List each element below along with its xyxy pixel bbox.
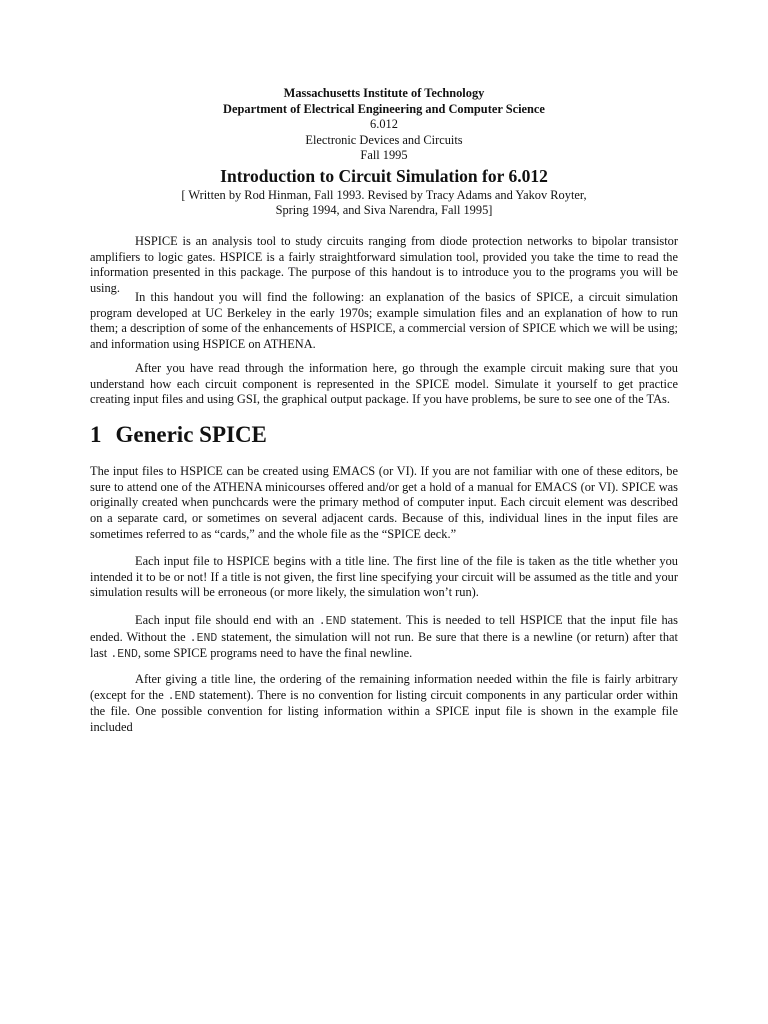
end-statement-code: .END — [318, 615, 347, 628]
end-statement-code: .END — [167, 689, 196, 703]
end-statement-code: .END — [189, 631, 218, 645]
term: Fall 1995 — [360, 148, 408, 162]
p3-text-d: , some SPICE programs need to have the final newline. — [137, 646, 413, 661]
department-name: Department of Electrical Engineering and Computer Science — [223, 101, 545, 116]
course-number: 6.012 — [370, 117, 398, 131]
section-paragraph-1: The input files to HSPICE can be created using EMACS (or VI). If you are not familiar with one of these editors, be sure to attend one of the ATHENA minicourses offered and/or get a hold of a manual for EMACS (or VI). SPICE was originally created when punchcards were the primary method of computer input. Each circuit element was described on a separate card, or sometimes on several adjacent cards. Because of this, individual lines in the input files are sometimes referred to as “cards,” and the whole file as the “SPICE deck.” — [90, 464, 678, 541]
p3-text-a: Each input file should end with an — [135, 613, 319, 627]
intro-paragraph-2: In this handout you will find the following: an explanation of the basics of SPICE, a circuit simulation program developed at UC Berkeley in the early 1970s; example simulation files and an explanation of how to run them; a description of some of the enhancements of HSPICE, a commercial version of SPICE which we will be using; and information using HSPICE on ATHENA. — [90, 290, 678, 352]
p3-text-c: statement, the simulation will not run. Be sure that there is a newline (or return) after that last — [90, 629, 678, 661]
credit-line-2: Spring 1994, and Siva Narendra, Fall 1995] — [275, 203, 493, 217]
section-title: Generic SPICE — [115, 422, 267, 447]
intro-paragraph-3: After you have read through the information here, go through the example circuit making sure that you understand how each circuit component is represented in the SPICE model. Simulate it yourself to get practice creating input files and using GSI, the graphical output package. If you have problems, be sure to see one of the TAs. — [90, 361, 678, 407]
section-paragraph-4 — [90, 672, 678, 736]
section-paragraph-3 — [90, 613, 678, 663]
section-number: 1 — [90, 422, 102, 447]
document-title: Introduction to Circuit Simulation for 6.012 — [220, 165, 548, 186]
p3-text-b: statement. This is needed to tell HSPICE that the input file has ended. Without the — [90, 613, 678, 644]
intro-paragraph-1: HSPICE is an analysis tool to study circuits ranging from diode protection networks to bipolar transistor amplifiers to logic gates. HSPICE is a fairly straightforward simulation tool, provided you take the time to read the information presented in this package. The purpose of this handout is to introduce you to the programs you will be using. — [90, 234, 678, 296]
credit-line-1: [ Written by Rod Hinman, Fall 1993. Revised by Tracy Adams and Yakov Royter, — [181, 187, 587, 202]
p4-text-b: statement). There is no convention for listing circuit components in any particular order within the file. One possible convention for listing information within a SPICE input file is shown in the example file included — [90, 687, 678, 735]
section-heading — [90, 421, 267, 449]
document-header — [0, 86, 768, 219]
course-name: Electronic Devices and Circuits — [305, 132, 463, 147]
p4-text-a: After giving a title line, the ordering of the remaining information needed within the file is fairly arbitrary (except for the — [90, 672, 678, 702]
section-paragraph-2: Each input file to HSPICE begins with a title line. The first line of the file is taken as the title whether you intended it to be or not! If a title is not given, the first line specifying your circuit will be assumed as the title and your simulation results will be erroneous (or more likely, the simulation won’t run). — [90, 554, 678, 600]
institution-name: Massachusetts Institute of Technology — [283, 86, 485, 100]
end-statement-code: .END — [110, 648, 138, 662]
